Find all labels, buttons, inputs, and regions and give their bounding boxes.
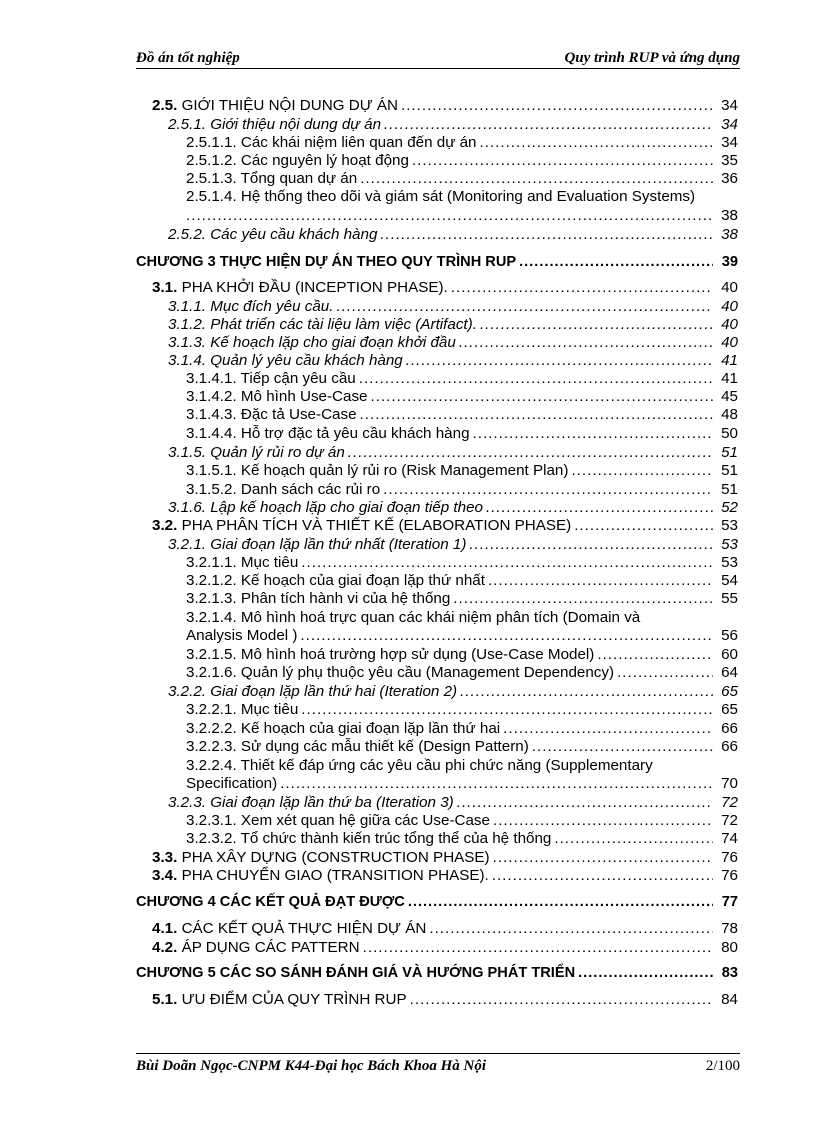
toc-entry-number: 3.4.	[152, 867, 178, 884]
toc-leader	[406, 352, 713, 370]
toc-entry[interactable]	[152, 279, 738, 297]
toc-page-number: 65	[721, 683, 738, 700]
toc-leader	[186, 207, 713, 225]
footer-author: Bùi Doãn Ngọc-CNPM K44-Đại học Bách Khoa Hà Nội	[136, 1058, 487, 1074]
toc-leader	[429, 920, 713, 938]
toc-leader	[336, 298, 713, 316]
toc-entry[interactable]	[168, 298, 738, 316]
toc-entry-title: 3.2.3. Giai đoạn lặp lần thứ ba (Iteration 3)	[168, 794, 454, 811]
toc-page-number: 53	[721, 536, 738, 553]
toc-page-number: 53	[721, 554, 738, 571]
toc-entry[interactable]	[186, 388, 738, 406]
toc-entry-title: ƯU ĐIỂM CỦA QUY TRÌNH RUP	[177, 991, 407, 1008]
toc-leader	[578, 964, 713, 982]
toc-entry-title: 3.1.4.2. Mô hình Use-Case	[186, 388, 368, 405]
toc-entry-number: 5.1.	[152, 991, 178, 1008]
toc-entry-title: PHA KHỞI ĐẦU (INCEPTION PHASE).	[177, 279, 448, 296]
toc-page-number: 80	[721, 939, 738, 956]
toc-entry[interactable]	[186, 554, 738, 572]
toc-leader	[401, 97, 713, 115]
toc-page-number: 65	[721, 701, 738, 718]
toc-entry-title: 3.1.6. Lập kế hoạch lặp cho giai đoạn tiếp theo	[168, 499, 483, 516]
toc-entry[interactable]	[186, 425, 738, 443]
toc-page-number: 60	[721, 646, 738, 663]
toc-entry-title: 3.2.2. Giai đoạn lặp lần thứ hai (Iteration 2)	[168, 683, 458, 700]
toc-leader	[479, 134, 713, 152]
toc-entry-title[interactable]: 3.2.2.4. Thiết kế đáp ứng các yêu cầu phi chức năng (Supplementary	[186, 757, 653, 774]
toc-page-number: 38	[721, 207, 738, 224]
toc-entry[interactable]	[186, 664, 738, 682]
toc-entry-title: PHA CHUYỂN GIAO (TRANSITION PHASE).	[177, 867, 489, 884]
toc-leader	[410, 991, 713, 1009]
toc-page-number: 35	[721, 152, 738, 169]
toc-page-number: 51	[721, 444, 738, 461]
toc-entry-title: 3.1.5.1. Kế hoạch quản lý rủi ro (Risk Management Plan)	[186, 462, 569, 479]
page-header	[136, 50, 740, 70]
toc-leader	[469, 536, 713, 554]
toc-page-number: 76	[721, 849, 738, 866]
toc-entry-title: 3.2.1.5. Mô hình hoá trường hợp sử dụng (Use-Case Model)	[186, 646, 595, 663]
toc-leader	[451, 279, 713, 297]
toc-entry-title-cont: Analysis Model )	[186, 627, 298, 644]
toc-entry[interactable]	[168, 499, 738, 517]
toc-entry-title: PHA XÂY DỰNG (CONSTRUCTION PHASE)	[177, 849, 490, 866]
toc-chapter-entry[interactable]	[136, 964, 738, 982]
toc-entry[interactable]	[186, 152, 738, 170]
toc-page-number: 38	[721, 226, 738, 243]
toc-entry[interactable]	[168, 683, 738, 701]
toc-chapter-title: CHƯƠNG 4 CÁC KẾT QUẢ ĐẠT ĐƯỢC	[136, 894, 405, 910]
toc-entry[interactable]	[168, 444, 738, 462]
toc-leader	[280, 775, 713, 793]
toc-page-number: 40	[721, 279, 738, 296]
toc-entry-title: 3.1.5.2. Danh sách các rủi ro	[186, 481, 381, 498]
toc-page-number: 72	[721, 812, 738, 829]
toc-page-number: 54	[721, 572, 738, 589]
toc-entry[interactable]	[168, 116, 738, 134]
toc-chapter-entry[interactable]	[136, 253, 738, 271]
toc-leader	[384, 116, 713, 134]
toc-entry-title: 2.5.1.3. Tổng quan dự án	[186, 170, 358, 187]
toc-page-number: 78	[721, 920, 738, 937]
toc-page-number: 76	[721, 867, 738, 884]
toc-entry-title-cont: Specification)	[186, 775, 278, 792]
toc-page-number: 34	[721, 116, 738, 133]
toc-leader	[380, 226, 713, 244]
footer-rule	[136, 1053, 740, 1054]
toc-entry-title: CÁC KẾT QUẢ THỰC HIỆN DỰ ÁN	[177, 920, 427, 937]
page-footer	[136, 1058, 740, 1078]
toc-page-number: 66	[721, 738, 738, 755]
toc-entry[interactable]	[186, 646, 738, 664]
toc-chapter-title: CHƯƠNG 5 CÁC SO SÁNH ĐÁNH GIÁ VÀ HƯỚNG PHÁT TRIỂN	[136, 965, 576, 981]
toc-entry-title: ÁP DỤNG CÁC PATTERN	[177, 939, 360, 956]
toc-page-number: 84	[721, 991, 738, 1008]
toc-entry[interactable]	[152, 939, 738, 957]
toc-leader	[459, 334, 713, 352]
toc-page-number: 50	[721, 425, 738, 442]
toc-leader	[486, 499, 713, 517]
toc-entry[interactable]	[186, 590, 738, 608]
toc-page-number: 40	[721, 334, 738, 351]
toc-page-number: 56	[721, 627, 738, 644]
toc-leader	[488, 572, 713, 590]
toc-entry[interactable]	[186, 720, 738, 738]
toc-page-number: 74	[721, 830, 738, 847]
toc-entry[interactable]	[168, 536, 738, 554]
toc-entry[interactable]	[186, 738, 738, 756]
toc-page-number: 64	[721, 664, 738, 681]
toc-leader	[359, 370, 713, 388]
toc-entry[interactable]	[152, 97, 738, 115]
toc-entry[interactable]	[186, 481, 738, 499]
toc-page-number: 52	[721, 499, 738, 516]
toc-leader	[412, 152, 713, 170]
toc-entry[interactable]	[186, 775, 738, 793]
toc-entry[interactable]	[186, 701, 738, 719]
toc-leader	[408, 893, 713, 911]
footer-page-number: 2/100	[705, 1058, 740, 1074]
toc-entry-number: 3.3.	[152, 849, 178, 866]
toc-entry[interactable]	[186, 462, 738, 480]
toc-entry-title: 3.2.2.2. Kế hoạch của giai đoạn lặp lần thứ hai	[186, 720, 501, 737]
toc-entry[interactable]	[186, 812, 738, 830]
toc-page-number: 72	[721, 794, 738, 811]
toc-leader	[574, 517, 713, 535]
toc-entry-title: 3.2.3.1. Xem xét quan hệ giữa các Use-Case	[186, 812, 490, 829]
toc-entry[interactable]	[168, 316, 738, 334]
toc-entry-title: PHA PHÂN TÍCH VÀ THIẾT KẾ (ELABORATION PHASE)	[177, 517, 572, 534]
toc-entry-title: 2.5.2. Các yêu cầu khách hàng	[168, 226, 378, 243]
toc-leader	[571, 462, 713, 480]
toc-entry-title: 2.5.1.1. Các khái niệm liên quan đến dự án	[186, 134, 477, 151]
toc-page-number: 40	[721, 316, 738, 333]
toc-leader	[360, 406, 713, 424]
toc-entry[interactable]	[152, 991, 738, 1009]
toc-entry-title: 2.5.1.2. Các nguyên lý hoạt động	[186, 152, 409, 169]
toc-entry[interactable]	[152, 867, 738, 885]
toc-entry-title: 3.2.1.3. Phân tích hành vi của hệ thống	[186, 590, 451, 607]
toc-entry[interactable]	[186, 406, 738, 424]
toc-entry[interactable]	[186, 170, 738, 188]
toc-page-number: 40	[721, 298, 738, 315]
toc-entry[interactable]	[168, 794, 738, 812]
toc-entry[interactable]	[186, 134, 738, 152]
toc-entry-number: 3.1.	[152, 279, 178, 296]
toc-page-number: 83	[721, 965, 738, 981]
toc-page-number: 34	[721, 134, 738, 151]
toc-page-number: 55	[721, 590, 738, 607]
toc-leader	[503, 720, 713, 738]
toc-entry[interactable]	[168, 226, 738, 244]
toc-entry-title: 3.2.2.3. Sử dụng các mẫu thiết kế (Design Pattern)	[186, 738, 529, 755]
toc-page-number: 45	[721, 388, 738, 405]
toc-leader	[480, 316, 713, 334]
toc-leader	[383, 481, 713, 499]
toc-entry-title: 2.5.1. Giới thiệu nội dung dự án	[168, 116, 382, 133]
toc-leader	[301, 701, 713, 719]
toc-page-number: 51	[721, 462, 738, 479]
toc-entry-title: 3.2.1.1. Mục tiêu	[186, 554, 299, 571]
header-left-title: Đồ án tốt nghiệp	[136, 50, 240, 66]
toc-leader	[460, 683, 713, 701]
toc-page-number: 34	[721, 97, 738, 114]
toc-page-number: 41	[721, 352, 738, 369]
toc-leader	[453, 590, 713, 608]
toc-page-number: 51	[721, 481, 738, 498]
toc-leader	[493, 849, 713, 867]
toc-entry-title[interactable]: 3.2.1.4. Mô hình hoá trực quan các khái niệm phân tích (Domain và	[186, 609, 641, 626]
toc-entry-number: 3.2.	[152, 517, 178, 534]
toc-chapter-title: CHƯƠNG 3 THỰC HIỆN DỰ ÁN THEO QUY TRÌNH RUP	[136, 254, 517, 270]
toc-page-number: 36	[721, 170, 738, 187]
toc-entry-title: 3.1.4.1. Tiếp cận yêu cầu	[186, 370, 356, 387]
toc-page-number: 53	[721, 517, 738, 534]
toc-entry-title: 3.2.1. Giai đoạn lặp lần thứ nhất (Iteration 1)	[168, 536, 467, 553]
toc-leader	[597, 646, 713, 664]
toc-leader	[363, 939, 713, 957]
toc-leader	[348, 444, 713, 462]
toc-entry-title: 3.2.1.6. Quản lý phụ thuộc yêu cầu (Management Dependency)	[186, 664, 615, 681]
toc-page-number: 66	[721, 720, 738, 737]
toc-entry-title: 3.1.3. Kế hoạch lặp cho giai đoạn khởi đầu	[168, 334, 456, 351]
toc-entry-number: 4.1.	[152, 920, 178, 937]
toc-entry-title: 3.1.4.3. Đặc tả Use-Case	[186, 406, 357, 423]
toc-entry[interactable]	[186, 370, 738, 388]
toc-entry[interactable]	[186, 627, 738, 645]
toc-leader	[492, 867, 713, 885]
toc-leader	[457, 794, 713, 812]
toc-leader	[473, 425, 713, 443]
toc-leader	[360, 170, 713, 188]
toc-entry[interactable]	[152, 849, 738, 867]
toc-entry[interactable]	[186, 572, 738, 590]
toc-leader	[493, 812, 713, 830]
toc-entry[interactable]	[168, 352, 738, 370]
header-rule	[136, 68, 740, 69]
toc-entry-title: GIỚI THIỆU NỘI DUNG DỰ ÁN	[177, 97, 398, 114]
toc-entry-title: 3.1.1. Mục đích yêu cầu.	[168, 298, 334, 315]
toc-leader	[519, 253, 713, 271]
toc-entry[interactable]	[186, 830, 738, 848]
header-right-title: Quy trình RUP và ứng dụng	[564, 50, 740, 66]
toc-entry-title: 3.1.4.4. Hỗ trợ đặc tả yêu cầu khách hàng	[186, 425, 470, 442]
toc-page-number: 77	[721, 894, 738, 910]
toc-entry-title: 3.2.3.2. Tổ chức thành kiến trúc tổng thể của hệ thống	[186, 830, 552, 847]
toc-entry-title: 3.2.2.1. Mục tiêu	[186, 701, 299, 718]
toc-leader	[300, 627, 713, 645]
toc-page-number: 41	[721, 370, 738, 387]
toc-entry-title: 3.1.5. Quản lý rủi ro dự án	[168, 444, 345, 461]
toc-entry-number: 2.5.	[152, 97, 178, 114]
toc-entry-number: 4.2.	[152, 939, 178, 956]
toc-page-number: 39	[721, 254, 738, 270]
toc-entry-title[interactable]: 2.5.1.4. Hệ thống theo dõi và giám sát (Monitoring and Evaluation Systems)	[186, 188, 696, 205]
toc-entry[interactable]	[168, 334, 738, 352]
toc-leader	[371, 388, 713, 406]
toc-chapter-entry[interactable]	[136, 893, 738, 911]
toc-entry-title: 3.1.2. Phát triển các tài liệu làm việc (Artifact).	[168, 316, 477, 333]
toc-page-number: 70	[721, 775, 738, 792]
toc-entry-title: 3.1.4. Quản lý yêu cầu khách hàng	[168, 352, 403, 369]
toc-entry[interactable]	[152, 517, 738, 535]
toc-leader	[532, 738, 713, 756]
toc-leader	[617, 664, 713, 682]
toc-leader	[554, 830, 713, 848]
toc-entry[interactable]	[186, 207, 738, 225]
toc-page-number: 48	[721, 406, 738, 423]
toc-leader	[301, 554, 713, 572]
toc-entry-title: 3.2.1.2. Kế hoạch của giai đoạn lặp thứ nhất	[186, 572, 485, 589]
toc-entry[interactable]	[152, 920, 738, 938]
